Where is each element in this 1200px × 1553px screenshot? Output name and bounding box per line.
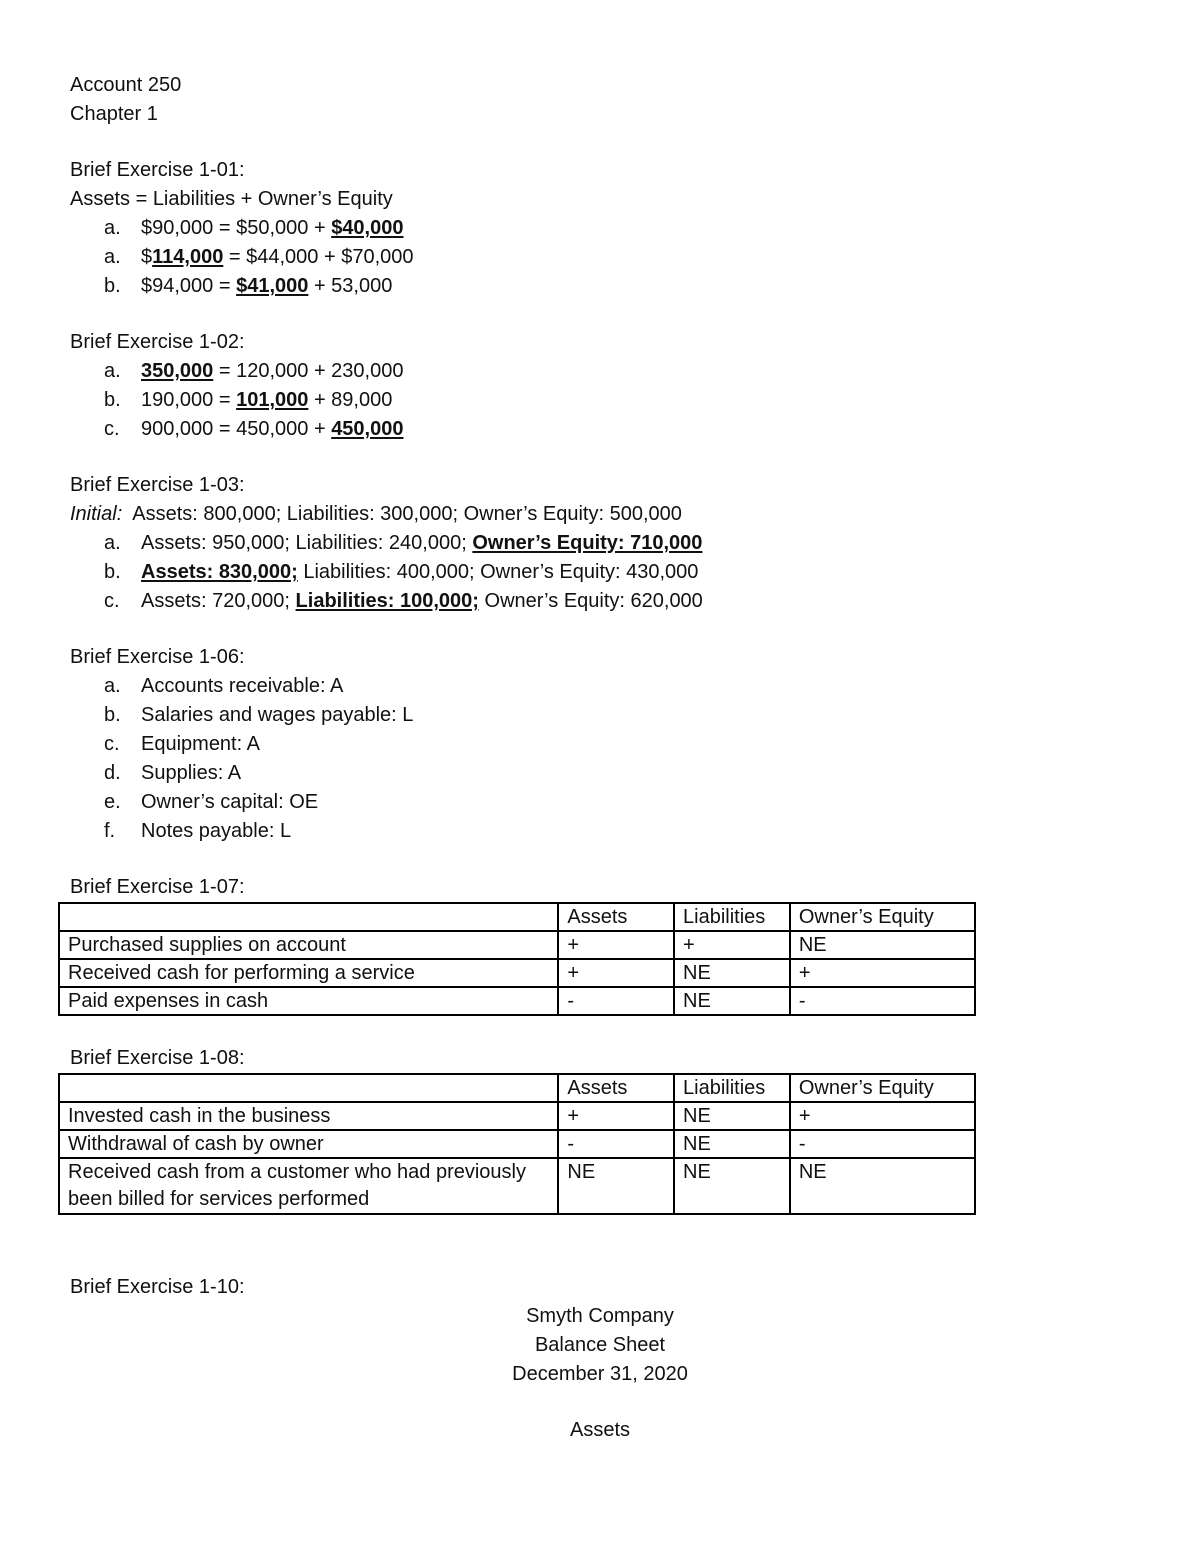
exercise-1-02-title: Brief Exercise 1-02: [70, 331, 245, 353]
item-text: Salaries and wages payable: L [141, 704, 414, 726]
item-answer: Owner’s Equity: 710,000 [472, 532, 703, 554]
item-label: f. [104, 820, 116, 842]
ex106-item [70, 701, 1130, 730]
exercise-1-01-title: Brief Exercise 1-01: [70, 159, 245, 181]
item-label: b. [104, 561, 121, 583]
table-cell: Withdrawal of cash by owner [59, 1130, 558, 1158]
balance-sheet-header [0, 1302, 1200, 1445]
item-text: 190,000 = [141, 389, 237, 411]
table-cell: NE [558, 1158, 674, 1214]
item-answer: 450,000 [331, 418, 404, 440]
table-row [59, 1158, 975, 1214]
exercise-1-06-title: Brief Exercise 1-06: [70, 646, 245, 668]
course-title: Account 250 [70, 74, 182, 96]
item-label: b. [104, 389, 121, 411]
item-text: Owner’s capital: OE [141, 791, 319, 813]
initial-balances [70, 500, 1130, 529]
item-text: Supplies: A [141, 762, 242, 784]
header-cell [59, 903, 558, 931]
item-label: e. [104, 791, 121, 813]
ex101-item [70, 243, 1130, 272]
item-label: a. [104, 360, 121, 382]
table-row [59, 987, 975, 1015]
table-cell: - [558, 987, 674, 1015]
header-cell: Owner’s Equity [790, 903, 975, 931]
table-cell: - [790, 987, 975, 1015]
exercise-1-03-title: Brief Exercise 1-03: [70, 474, 245, 496]
ex106-item [70, 817, 1130, 846]
item-label: a. [104, 532, 121, 554]
ex103-item [70, 529, 1130, 558]
ex107-table [58, 902, 976, 1016]
item-text: Liabilities: 400,000; Owner’s Equity: 430,000 [297, 561, 699, 583]
exercise-1-08-title: Brief Exercise 1-08: [70, 1047, 245, 1069]
ex101-item [70, 272, 1130, 301]
ex101-item [70, 214, 1130, 243]
item-text: + 53,000 [308, 275, 393, 297]
item-text: Owner’s Equity: 620,000 [478, 590, 703, 612]
ex106-item [70, 788, 1130, 817]
initial-text: Assets: 800,000; Liabilities: 300,000; Owner’s Equity: 500,000 [122, 503, 682, 525]
table-cell: Invested cash in the business [59, 1102, 558, 1130]
ex102-item [70, 357, 1130, 386]
table-cell: + [790, 959, 975, 987]
ex106-item [70, 730, 1130, 759]
table-cell: Purchased supplies on account [59, 931, 558, 959]
item-label: a. [104, 246, 121, 268]
item-text: Notes payable: L [141, 820, 292, 842]
ex106-item [70, 672, 1130, 701]
ex102-item [70, 386, 1130, 415]
table-cell: NE [790, 1158, 975, 1214]
item-label: a. [104, 675, 121, 697]
chapter-title: Chapter 1 [70, 103, 158, 125]
table-cell: + [558, 1102, 674, 1130]
table-cell: NE [674, 1102, 790, 1130]
item-text: Accounts receivable: A [141, 675, 344, 697]
initial-label: Initial: [70, 503, 123, 525]
item-label: c. [104, 733, 120, 755]
table-header-row [59, 903, 975, 931]
table-cell: - [790, 1130, 975, 1158]
accounting-equation: Assets = Liabilities + Owner’s Equity [70, 188, 393, 210]
table-cell: Received cash from a customer who had previously been billed for services performed [59, 1158, 558, 1214]
item-answer: $40,000 [331, 217, 404, 239]
ex102-item [70, 415, 1130, 444]
table-cell: + [674, 931, 790, 959]
table-row [59, 1130, 975, 1158]
company-name: Smyth Company [526, 1305, 674, 1327]
ex103-item [70, 587, 1130, 616]
item-text: = $44,000 + $70,000 [223, 246, 414, 268]
item-answer: 101,000 [236, 389, 309, 411]
exercise-1-10-title: Brief Exercise 1-10: [70, 1276, 245, 1298]
table-cell: NE [674, 987, 790, 1015]
ex108-table [58, 1073, 976, 1215]
item-text: = 120,000 + 230,000 [213, 360, 404, 382]
header-cell: Assets [558, 903, 674, 931]
item-answer: 114,000 [152, 246, 224, 268]
header-cell: Liabilities [674, 903, 790, 931]
item-answer: Liabilities: 100,000; [295, 590, 479, 612]
item-text: 900,000 = 450,000 + [141, 418, 332, 440]
statement-title: Balance Sheet [534, 1334, 666, 1356]
document-page [70, 71, 1130, 1445]
table-row [59, 959, 975, 987]
table-row [59, 1102, 975, 1130]
header-cell: Assets [558, 1074, 674, 1102]
item-label: d. [104, 762, 121, 784]
ex103-item [70, 558, 1130, 587]
table-cell: Received cash for performing a service [59, 959, 558, 987]
item-text: Assets: 950,000; Liabilities: 240,000; [141, 532, 473, 554]
ex106-item [70, 759, 1130, 788]
item-label: b. [104, 275, 121, 297]
table-cell: + [558, 931, 674, 959]
item-text: $94,000 = [141, 275, 237, 297]
table-cell: - [558, 1130, 674, 1158]
item-label: a. [104, 217, 121, 239]
item-label: c. [104, 590, 120, 612]
item-label: b. [104, 704, 121, 726]
statement-date: December 31, 2020 [512, 1363, 688, 1385]
header-cell: Owner’s Equity [790, 1074, 975, 1102]
item-text: + 89,000 [308, 389, 393, 411]
header-cell [59, 1074, 558, 1102]
item-text: $90,000 = $50,000 + [141, 217, 332, 239]
table-cell: NE [674, 959, 790, 987]
table-row [59, 931, 975, 959]
table-cell: + [790, 1102, 975, 1130]
item-answer: $41,000 [236, 275, 309, 297]
table-cell: NE [674, 1158, 790, 1214]
item-text: $ [141, 246, 153, 268]
item-text: Equipment: A [141, 733, 260, 755]
item-label: c. [104, 418, 120, 440]
header-cell: Liabilities [674, 1074, 790, 1102]
item-text: Assets: 720,000; [141, 590, 296, 612]
table-cell: Paid expenses in cash [59, 987, 558, 1015]
assets-section-title: Assets [569, 1419, 631, 1441]
item-answer: 350,000 [141, 360, 214, 382]
table-cell: NE [790, 931, 975, 959]
table-cell: NE [674, 1130, 790, 1158]
item-answer: Assets: 830,000; [141, 561, 298, 583]
table-header-row [59, 1074, 975, 1102]
exercise-1-07-title: Brief Exercise 1-07: [70, 876, 245, 898]
table-cell: + [558, 959, 674, 987]
